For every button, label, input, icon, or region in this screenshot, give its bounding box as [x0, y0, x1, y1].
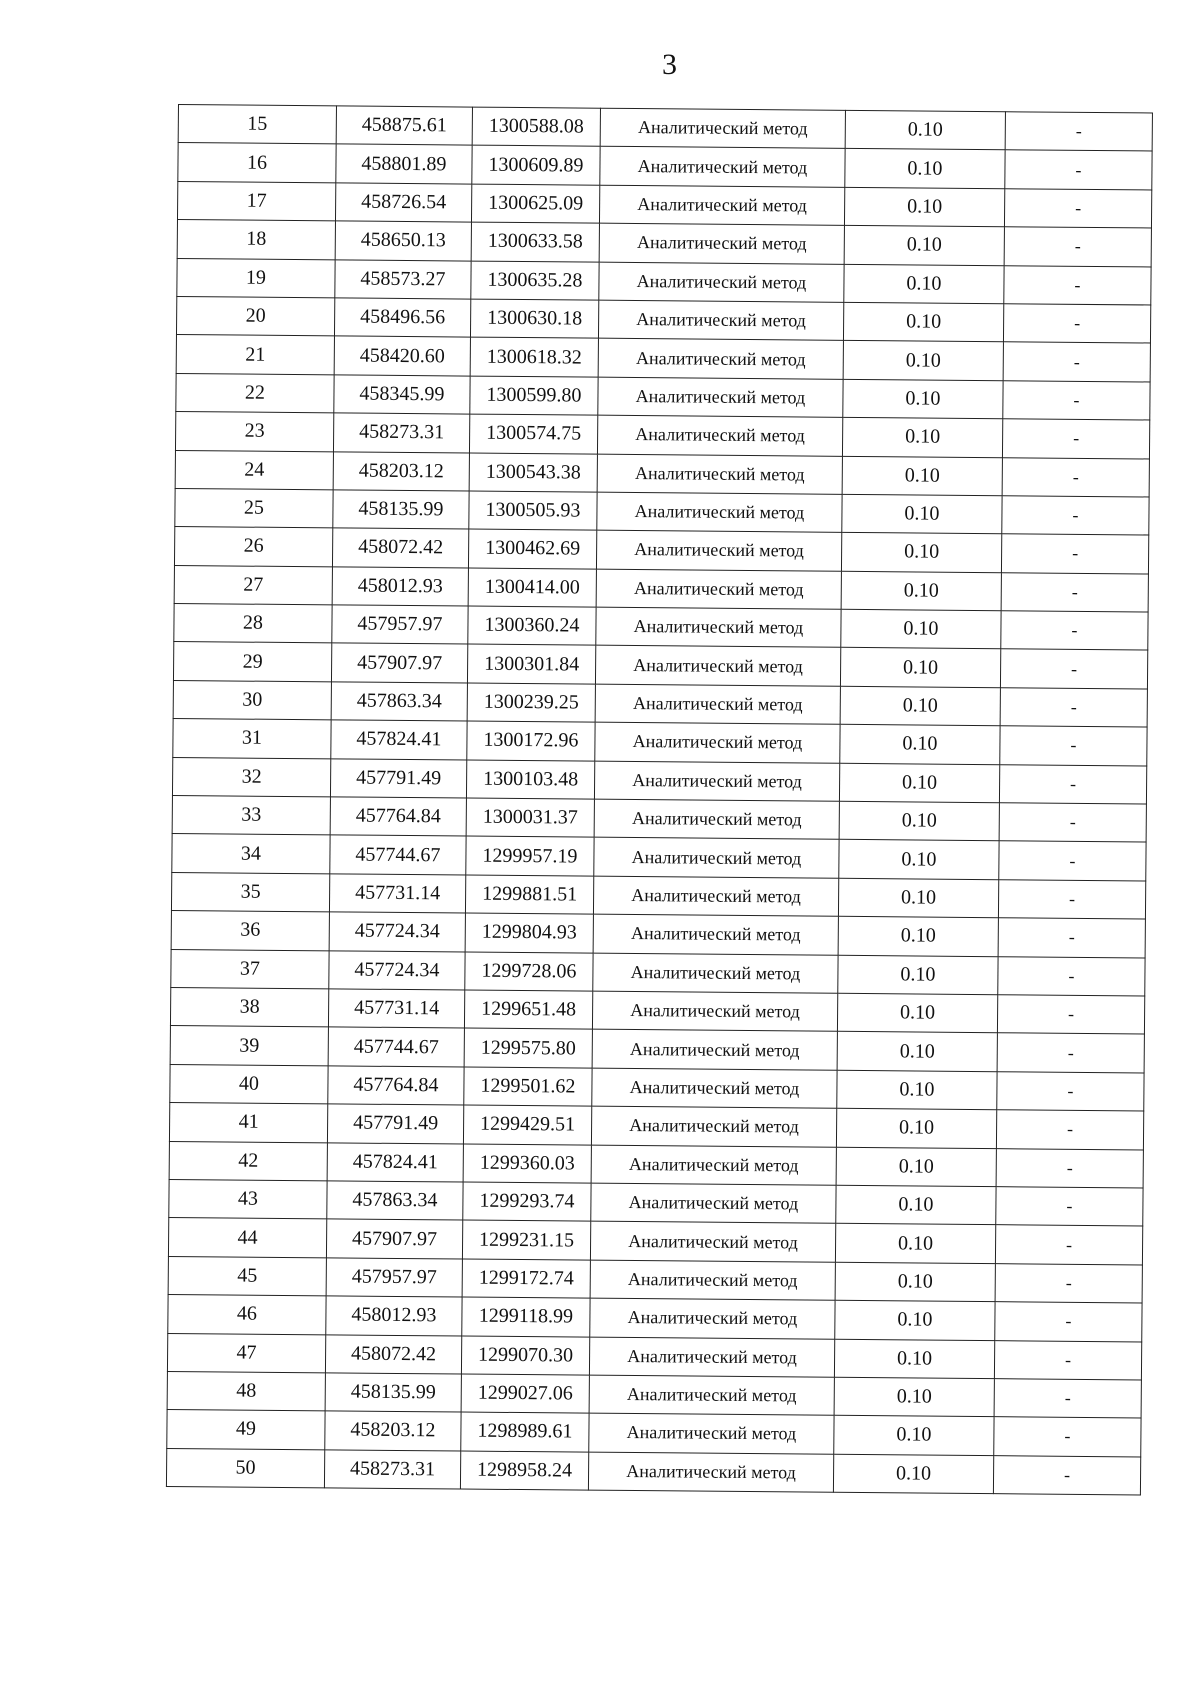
- point-number-cell: 19: [177, 258, 335, 298]
- precision-cell: 0.10: [836, 1185, 996, 1225]
- precision-cell: 0.10: [835, 1300, 995, 1340]
- precision-cell: 0.10: [834, 1339, 994, 1379]
- y-coordinate-cell: 1300633.58: [471, 222, 599, 262]
- method-cell: Аналитический метод: [590, 1298, 835, 1339]
- x-coordinate-cell: 458135.99: [333, 490, 469, 530]
- x-coordinate-cell: 458012.93: [332, 567, 468, 607]
- y-coordinate-cell: 1300360.24: [468, 606, 596, 646]
- method-cell: Аналитический метод: [591, 1183, 836, 1224]
- note-cell: -: [1002, 496, 1149, 536]
- y-coordinate-cell: 1300625.09: [471, 184, 599, 224]
- note-cell: -: [994, 1417, 1141, 1457]
- method-cell: Аналитический метод: [599, 185, 844, 226]
- precision-cell: 0.10: [835, 1262, 995, 1302]
- y-coordinate-cell: 1299575.80: [464, 1028, 592, 1068]
- y-coordinate-cell: 1299957.19: [466, 836, 594, 876]
- point-number-cell: 17: [177, 181, 335, 221]
- method-cell: Аналитический метод: [591, 1106, 836, 1147]
- point-number-cell: 50: [166, 1448, 324, 1488]
- method-cell: Аналитический метод: [594, 799, 839, 840]
- precision-cell: 0.10: [837, 993, 997, 1033]
- point-number-cell: 18: [177, 220, 335, 260]
- point-number-cell: 27: [174, 565, 332, 605]
- precision-cell: 0.10: [841, 571, 1001, 611]
- note-cell: -: [998, 956, 1145, 996]
- point-number-cell: 29: [173, 642, 331, 682]
- x-coordinate-cell: 457863.34: [327, 1181, 463, 1221]
- method-cell: Аналитический метод: [599, 223, 844, 264]
- method-cell: Аналитический метод: [595, 646, 840, 687]
- x-coordinate-cell: 458273.31: [324, 1450, 460, 1490]
- point-number-cell: 46: [168, 1295, 326, 1335]
- x-coordinate-cell: 457957.97: [332, 605, 468, 645]
- x-coordinate-cell: 457907.97: [326, 1219, 462, 1259]
- note-cell: -: [995, 1302, 1142, 1342]
- y-coordinate-cell: 1299728.06: [465, 952, 593, 992]
- x-coordinate-cell: 457824.41: [331, 720, 467, 760]
- method-cell: Аналитический метод: [597, 415, 842, 456]
- precision-cell: 0.10: [839, 801, 999, 841]
- page-number: 3: [662, 48, 678, 81]
- precision-cell: 0.10: [845, 110, 1005, 150]
- precision-cell: 0.10: [836, 1108, 996, 1148]
- precision-cell: 0.10: [840, 648, 1000, 688]
- y-coordinate-cell: 1299027.06: [461, 1374, 589, 1414]
- x-coordinate-cell: 457791.49: [330, 758, 466, 798]
- point-number-cell: 35: [171, 872, 329, 912]
- x-coordinate-cell: 457744.67: [328, 1027, 464, 1067]
- x-coordinate-cell: 458496.56: [334, 298, 470, 338]
- precision-cell: 0.10: [840, 725, 1000, 765]
- x-coordinate-cell: 458573.27: [335, 259, 471, 299]
- precision-cell: 0.10: [834, 1377, 994, 1417]
- note-cell: -: [1004, 227, 1151, 267]
- y-coordinate-cell: 1300630.18: [470, 299, 598, 339]
- precision-cell: 0.10: [844, 187, 1004, 227]
- x-coordinate-cell: 457744.67: [330, 835, 466, 875]
- point-number-cell: 44: [168, 1218, 326, 1258]
- note-cell: -: [1000, 688, 1147, 728]
- x-coordinate-cell: 458726.54: [335, 183, 471, 223]
- point-number-cell: 20: [176, 296, 334, 336]
- note-cell: -: [995, 1263, 1142, 1303]
- point-number-cell: 38: [170, 987, 328, 1027]
- precision-cell: 0.10: [841, 609, 1001, 649]
- y-coordinate-cell: 1298958.24: [460, 1451, 588, 1491]
- point-number-cell: 15: [178, 105, 336, 145]
- note-cell: -: [996, 1148, 1143, 1188]
- y-coordinate-cell: 1300574.75: [469, 414, 597, 454]
- precision-cell: 0.10: [842, 494, 1002, 534]
- note-cell: -: [997, 1033, 1144, 1073]
- note-cell: -: [999, 803, 1146, 843]
- note-cell: -: [1000, 726, 1147, 766]
- method-cell: Аналитический метод: [599, 262, 844, 303]
- note-cell: -: [1001, 611, 1148, 651]
- precision-cell: 0.10: [839, 763, 999, 803]
- precision-cell: 0.10: [843, 302, 1003, 342]
- note-cell: -: [1004, 188, 1151, 228]
- precision-cell: 0.10: [840, 686, 1000, 726]
- x-coordinate-cell: 457731.14: [329, 874, 465, 914]
- point-number-cell: 49: [167, 1410, 325, 1450]
- y-coordinate-cell: 1300301.84: [467, 645, 595, 685]
- method-cell: Аналитический метод: [597, 454, 842, 495]
- method-cell: Аналитический метод: [589, 1413, 834, 1454]
- method-cell: Аналитический метод: [589, 1375, 834, 1416]
- y-coordinate-cell: 1299172.74: [462, 1259, 590, 1299]
- precision-cell: 0.10: [834, 1416, 994, 1456]
- method-cell: Аналитический метод: [595, 722, 840, 763]
- point-number-cell: 31: [173, 719, 331, 759]
- x-coordinate-cell: 458273.31: [333, 413, 469, 453]
- precision-cell: 0.10: [841, 533, 1001, 573]
- method-cell: Аналитический метод: [588, 1452, 833, 1493]
- precision-cell: 0.10: [842, 456, 1002, 496]
- precision-cell: 0.10: [836, 1147, 996, 1187]
- point-number-cell: 23: [175, 412, 333, 452]
- note-cell: -: [1005, 112, 1152, 152]
- method-cell: Аналитический метод: [589, 1337, 834, 1378]
- note-cell: -: [994, 1379, 1141, 1419]
- y-coordinate-cell: 1300618.32: [470, 337, 598, 377]
- x-coordinate-cell: 458650.13: [335, 221, 471, 261]
- precision-cell: 0.10: [838, 916, 998, 956]
- x-coordinate-cell: 457907.97: [331, 643, 467, 683]
- method-cell: Аналитический метод: [594, 838, 839, 879]
- x-coordinate-cell: 457731.14: [328, 989, 464, 1029]
- note-cell: -: [999, 841, 1146, 881]
- point-number-cell: 43: [169, 1179, 327, 1219]
- method-cell: Аналитический метод: [590, 1221, 835, 1262]
- x-coordinate-cell: 458420.60: [334, 336, 470, 376]
- y-coordinate-cell: 1300172.96: [467, 721, 595, 761]
- method-cell: Аналитический метод: [591, 1145, 836, 1186]
- method-cell: Аналитический метод: [598, 377, 843, 418]
- point-number-cell: 21: [176, 335, 334, 375]
- precision-cell: 0.10: [833, 1454, 993, 1494]
- precision-cell: 0.10: [844, 264, 1004, 304]
- y-coordinate-cell: 1299293.74: [463, 1182, 591, 1222]
- y-coordinate-cell: 1300543.38: [469, 453, 597, 493]
- method-cell: Аналитический метод: [596, 569, 841, 610]
- point-number-cell: 39: [170, 1026, 328, 1066]
- y-coordinate-cell: 1299651.48: [464, 990, 592, 1030]
- x-coordinate-cell: 457724.34: [329, 912, 465, 952]
- x-coordinate-cell: 457724.34: [329, 950, 465, 990]
- method-cell: Аналитический метод: [598, 339, 843, 380]
- point-number-cell: 16: [178, 143, 336, 183]
- note-cell: -: [1003, 380, 1150, 420]
- y-coordinate-cell: 1300599.80: [470, 376, 598, 416]
- point-number-cell: 33: [172, 796, 330, 836]
- y-coordinate-cell: 1300635.28: [471, 261, 599, 301]
- note-cell: -: [1003, 342, 1150, 382]
- y-coordinate-cell: 1299501.62: [464, 1067, 592, 1107]
- note-cell: -: [1001, 534, 1148, 574]
- point-number-cell: 47: [167, 1333, 325, 1373]
- point-number-cell: 48: [167, 1371, 325, 1411]
- y-coordinate-cell: 1300239.25: [467, 683, 595, 723]
- point-number-cell: 40: [170, 1064, 328, 1104]
- note-cell: -: [1003, 304, 1150, 344]
- x-coordinate-cell: 458345.99: [334, 375, 470, 415]
- y-coordinate-cell: 1300103.48: [466, 760, 594, 800]
- x-coordinate-cell: 457957.97: [326, 1258, 462, 1298]
- method-cell: Аналитический метод: [593, 953, 838, 994]
- point-number-cell: 45: [168, 1256, 326, 1296]
- note-cell: -: [1001, 572, 1148, 612]
- method-cell: Аналитический метод: [600, 108, 845, 149]
- precision-cell: 0.10: [843, 379, 1003, 419]
- method-cell: Аналитический метод: [597, 492, 842, 533]
- point-number-cell: 24: [175, 450, 333, 490]
- y-coordinate-cell: 1300031.37: [466, 798, 594, 838]
- method-cell: Аналитический метод: [593, 914, 838, 955]
- x-coordinate-cell: 457764.84: [330, 797, 466, 837]
- precision-cell: 0.10: [842, 417, 1002, 457]
- y-coordinate-cell: 1300462.69: [468, 529, 596, 569]
- y-coordinate-cell: 1299070.30: [461, 1336, 589, 1376]
- point-number-cell: 41: [169, 1103, 327, 1143]
- note-cell: -: [1004, 265, 1151, 305]
- point-number-cell: 26: [174, 527, 332, 567]
- point-number-cell: 25: [175, 488, 333, 528]
- precision-cell: 0.10: [839, 840, 999, 880]
- x-coordinate-cell: 458072.42: [332, 528, 468, 568]
- point-number-cell: 30: [173, 680, 331, 720]
- precision-cell: 0.10: [837, 1070, 997, 1110]
- method-cell: Аналитический метод: [593, 876, 838, 917]
- precision-cell: 0.10: [837, 1032, 997, 1072]
- precision-cell: 0.10: [838, 955, 998, 995]
- y-coordinate-cell: 1299118.99: [462, 1297, 590, 1337]
- note-cell: -: [996, 1187, 1143, 1227]
- point-number-cell: 32: [172, 757, 330, 797]
- method-cell: Аналитический метод: [598, 300, 843, 341]
- method-cell: Аналитический метод: [596, 530, 841, 571]
- note-cell: -: [997, 1071, 1144, 1111]
- point-number-cell: 22: [176, 373, 334, 413]
- method-cell: Аналитический метод: [590, 1260, 835, 1301]
- precision-cell: 0.10: [844, 225, 1004, 265]
- precision-cell: 0.10: [845, 149, 1005, 189]
- y-coordinate-cell: 1299804.93: [465, 913, 593, 953]
- x-coordinate-cell: 458203.12: [333, 451, 469, 491]
- method-cell: Аналитический метод: [592, 991, 837, 1032]
- x-coordinate-cell: 458012.93: [326, 1296, 462, 1336]
- x-coordinate-cell: 457863.34: [331, 682, 467, 722]
- method-cell: Аналитический метод: [594, 761, 839, 802]
- y-coordinate-cell: 1300414.00: [468, 568, 596, 608]
- note-cell: -: [994, 1340, 1141, 1380]
- note-cell: -: [999, 764, 1146, 804]
- method-cell: Аналитический метод: [592, 1068, 837, 1109]
- y-coordinate-cell: 1300505.93: [469, 491, 597, 531]
- y-coordinate-cell: 1299231.15: [462, 1220, 590, 1260]
- point-number-cell: 42: [169, 1141, 327, 1181]
- precision-cell: 0.10: [835, 1224, 995, 1264]
- x-coordinate-cell: 458135.99: [325, 1373, 461, 1413]
- table-row: [166, 1448, 1140, 1495]
- point-number-cell: 37: [171, 949, 329, 989]
- x-coordinate-cell: 458801.89: [336, 144, 472, 184]
- note-cell: -: [1002, 457, 1149, 497]
- note-cell: -: [996, 1110, 1143, 1150]
- y-coordinate-cell: 1298989.61: [461, 1412, 589, 1452]
- y-coordinate-cell: 1300588.08: [472, 107, 600, 147]
- x-coordinate-cell: 458875.61: [336, 106, 472, 146]
- x-coordinate-cell: 457824.41: [327, 1142, 463, 1182]
- coordinates-table-body: [166, 105, 1152, 1496]
- x-coordinate-cell: 457791.49: [327, 1104, 463, 1144]
- x-coordinate-cell: 458072.42: [325, 1334, 461, 1374]
- precision-cell: 0.10: [843, 341, 1003, 381]
- coordinates-table: [166, 104, 1153, 1496]
- note-cell: -: [993, 1455, 1140, 1495]
- y-coordinate-cell: 1299360.03: [463, 1144, 591, 1184]
- note-cell: -: [1002, 419, 1149, 459]
- note-cell: -: [998, 918, 1145, 958]
- note-cell: -: [995, 1225, 1142, 1265]
- x-coordinate-cell: 457764.84: [328, 1066, 464, 1106]
- y-coordinate-cell: 1300609.89: [472, 145, 600, 185]
- note-cell: -: [997, 995, 1144, 1035]
- point-number-cell: 34: [172, 834, 330, 874]
- method-cell: Аналитический метод: [592, 1030, 837, 1071]
- y-coordinate-cell: 1299429.51: [463, 1105, 591, 1145]
- note-cell: -: [1005, 150, 1152, 190]
- method-cell: Аналитический метод: [596, 607, 841, 648]
- method-cell: Аналитический метод: [595, 684, 840, 725]
- method-cell: Аналитический метод: [600, 147, 845, 188]
- y-coordinate-cell: 1299881.51: [465, 875, 593, 915]
- point-number-cell: 36: [171, 911, 329, 951]
- note-cell: -: [1000, 649, 1147, 689]
- x-coordinate-cell: 458203.12: [325, 1411, 461, 1451]
- point-number-cell: 28: [174, 604, 332, 644]
- precision-cell: 0.10: [838, 878, 998, 918]
- note-cell: -: [998, 880, 1145, 920]
